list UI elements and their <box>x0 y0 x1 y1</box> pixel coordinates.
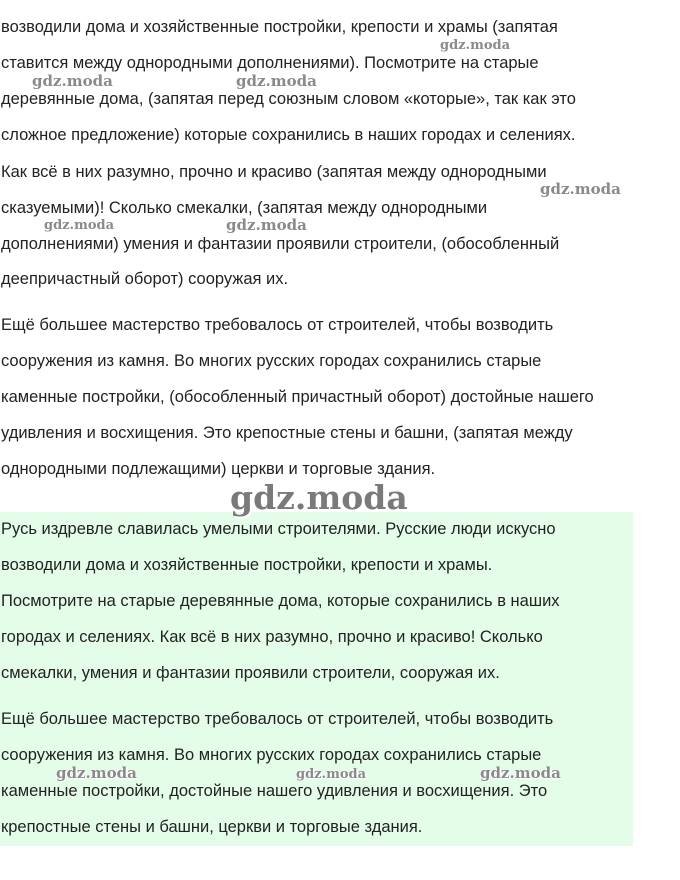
answer-p1-line-1: Русь издревле славилась умелыми строителями. Русские люди искусно <box>1 520 556 538</box>
upper-p2-line-4: удивления и восхищения. Это крепостные стены и башни, (запятая между <box>1 424 573 442</box>
upper-p1-line-8: деепричастный оборот) сооружая их. <box>1 270 289 288</box>
watermark: gdz.moda <box>56 764 137 782</box>
upper-p2-line-3: каменные постройки, (обособленный причастный оборот) достойные нашего <box>1 388 594 406</box>
watermark: gdz.moda <box>440 38 511 53</box>
watermark: gdz.moda <box>226 216 307 234</box>
answer-p1-line-2: возводили дома и хозяйственные постройки, крепости и храмы. <box>1 556 493 574</box>
answer-p2-line-4: крепостные стены и башни, церкви и торговые здания. <box>1 818 423 836</box>
answer-p2-line-3: каменные постройки, достойные нашего удивления и восхищения. Это <box>1 782 548 800</box>
answer-p1-line-4: городах и селениях. Как всё в них разумно, прочно и красиво! Сколько <box>1 628 543 646</box>
answer-p1-line-5: смекалки, умения и фантазии проявили строители, сооружая их. <box>1 664 500 682</box>
watermark: gdz.moda <box>44 218 115 233</box>
upper-p1-line-3: деревянные дома, (запятая перед союзным словом «которые», так как это <box>1 90 576 108</box>
upper-p1-line-5: Как всё в них разумно, прочно и красиво (запятая между однородными <box>1 163 547 181</box>
upper-p1-line-4: сложное предложение) которые сохранились в наших городах и селениях. <box>1 126 576 144</box>
answer-p2-line-1: Ещё большее мастерство требовалось от строителей, чтобы возводить <box>1 710 554 728</box>
watermark: gdz.moda <box>236 72 317 90</box>
upper-p2-line-2: сооружения из камня. Во многих русских городах сохранились старые <box>1 352 542 370</box>
upper-p1-line-2: ставится между однородными дополнениями). Посмотрите на старые <box>1 54 539 72</box>
upper-p1-line-1: возводили дома и хозяйственные постройки, крепости и храмы (запятая <box>1 18 558 36</box>
upper-p1-line-7: дополнениями) умения и фантазии проявили строители, (обособленный <box>1 235 560 253</box>
answer-p1-line-3: Посмотрите на старые деревянные дома, которые сохранились в наших <box>1 592 560 610</box>
upper-p1-line-6: сказуемыми)! Сколько смекалки, (запятая между однородными <box>1 199 488 217</box>
watermark: gdz.moda <box>296 767 367 782</box>
upper-p2-line-5: однородными подлежащими) церкви и торговые здания. <box>1 460 436 478</box>
upper-p2-line-1: Ещё большее мастерство требовалось от строителей, чтобы возводить <box>1 316 554 334</box>
watermark: gdz.moda <box>480 764 561 782</box>
watermark-large: gdz.moda <box>230 478 408 517</box>
watermark: gdz.moda <box>32 72 113 90</box>
answer-p2-line-2: сооружения из камня. Во многих русских городах сохранились старые <box>1 746 542 764</box>
watermark: gdz.moda <box>540 180 621 198</box>
